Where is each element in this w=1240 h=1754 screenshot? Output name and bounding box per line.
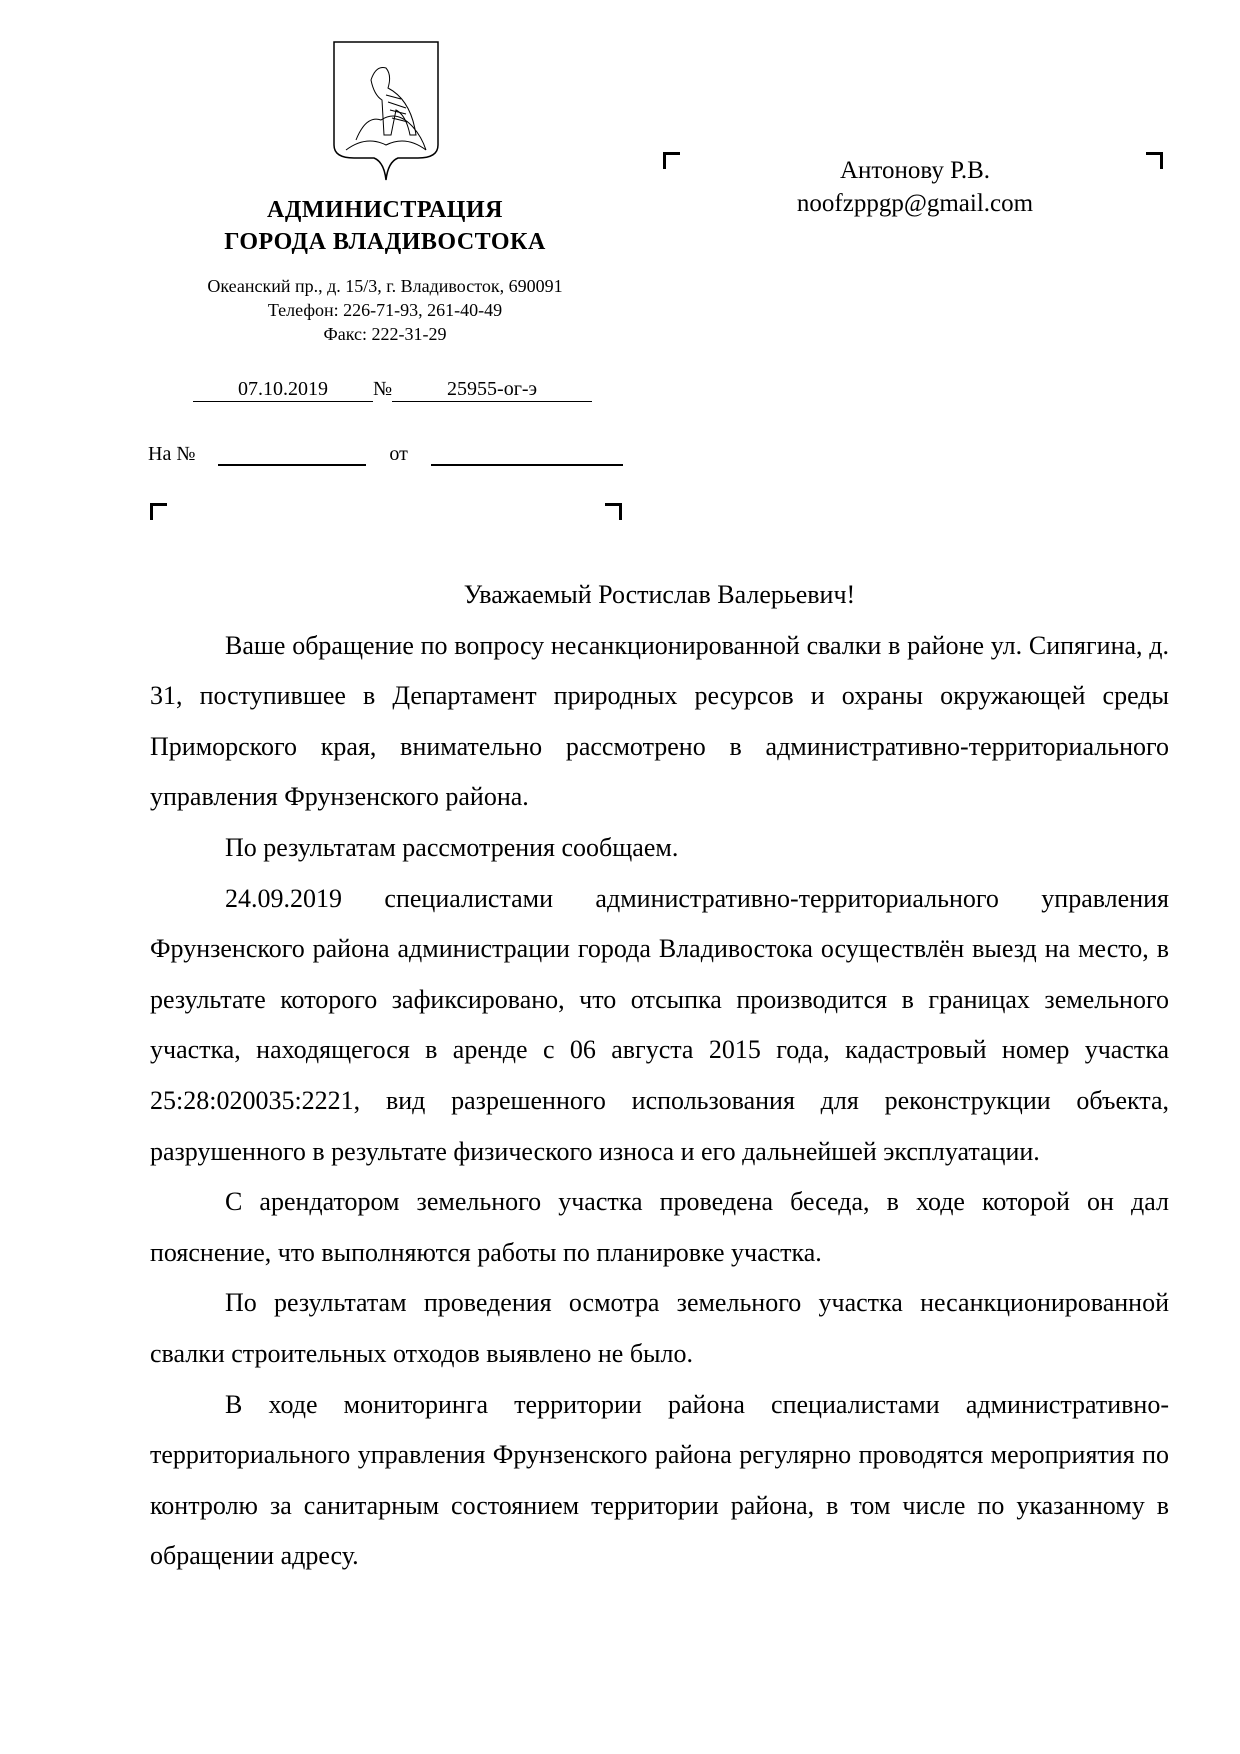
org-phone: Телефон: 226-71-93, 261-40-49 bbox=[267, 300, 503, 320]
reference-number-blank bbox=[218, 440, 366, 466]
number-label: № bbox=[373, 378, 393, 400]
reference-date-label: от bbox=[389, 443, 408, 465]
org-contacts bbox=[160, 274, 610, 346]
org-fax: Факс: 222-31-29 bbox=[323, 324, 447, 344]
paragraph: 24.09.2019 специалистами административно-территориального управления Фрунзенского района администрации города Владивостока осуществлён выезд на место, в результате которого зафиксировано, что отсыпка производится в границах земельного участка, находящегося в аренде с 06 августа 2015 года, кадастровый номер участка 25:28:020035:2221, вид разрешенного использования для реконструкции объекта, разрушенного в результате физического износа и его дальнейшей эксплуатации. bbox=[150, 883, 1169, 1166]
recipient-name: Антонову Р.В. bbox=[839, 157, 991, 184]
organization-name bbox=[185, 194, 585, 258]
corner-mark bbox=[663, 152, 680, 169]
paragraph: В ходе мониторинга территории района специалистами административно-территориального управления Фрунзенского района регулярно проводятся мероприятия по контролю за санитарным состоянием территории района, в том числе по указанному в обращении адресу. bbox=[150, 1389, 1169, 1571]
letter-body bbox=[150, 570, 1169, 1582]
registration-line bbox=[193, 378, 592, 402]
registration-date: 07.10.2019 bbox=[193, 378, 373, 402]
recipient-block bbox=[740, 154, 1090, 220]
paragraph: С арендатором земельного участка проведена беседа, в ходе которой он дал пояснение, что выполняются работы по планировке участка. bbox=[150, 1187, 1169, 1267]
org-address: Океанский пр., д. 15/3, г. Владивосток, 690091 bbox=[207, 276, 563, 296]
registration-number: 25955-ог-э bbox=[392, 378, 592, 402]
org-line-2: ГОРОДА ВЛАДИВОСТОКА bbox=[224, 229, 546, 255]
paragraph: Ваше обращение по вопросу несанкционированной свалки в районе ул. Сипягина, д. 31, поступившее в Департамент природных ресурсов и охраны окружающей среды Приморского края, внимательно рассмотрено в административно-территориального управления Фрунзенского района. bbox=[150, 630, 1169, 812]
corner-mark bbox=[1146, 152, 1163, 169]
corner-mark bbox=[150, 503, 167, 520]
reference-date-blank bbox=[431, 440, 623, 466]
paragraph: По результатам проведения осмотра земельного участка несанкционированной свалки строительных отходов выявлено не было. bbox=[150, 1288, 1169, 1368]
corner-mark bbox=[605, 503, 622, 520]
reference-number-label: На № bbox=[148, 443, 196, 465]
recipient-email: noofzppgp@gmail.com bbox=[796, 190, 1034, 217]
reference-line bbox=[148, 440, 623, 466]
greeting: Уважаемый Ростислав Валерьевич! bbox=[463, 580, 856, 609]
org-line-1: АДМИНИСТРАЦИЯ bbox=[267, 197, 503, 223]
vladivostok-coat-of-arms-icon bbox=[326, 40, 446, 182]
paragraph: По результатам рассмотрения сообщаем. bbox=[225, 832, 679, 862]
